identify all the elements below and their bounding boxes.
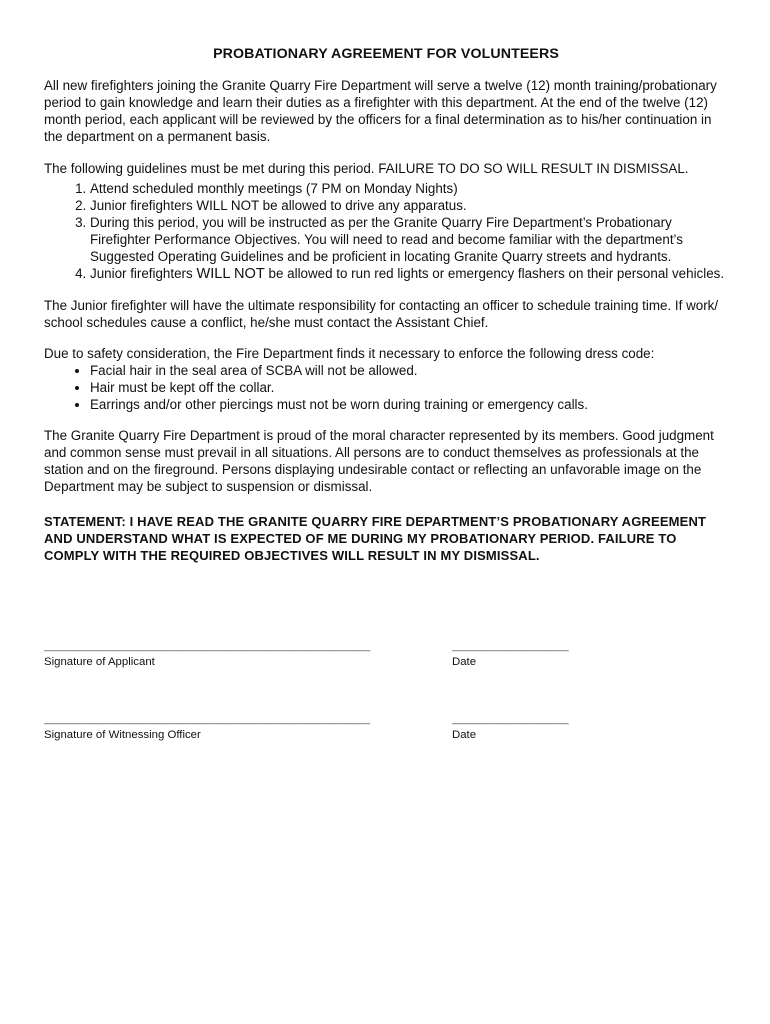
guideline-emphasis: WILL NOT (196, 266, 265, 282)
conduct-paragraph: The Granite Quarry Fire Department is proud of the moral character represented by its members. Good judgment and common sense must prevail in all situations. All persons are to conduct themselves as professionals at the station and on the fireground. Persons displaying undesirable contact or reflecting an unfavorable image on the Department may be subject to suspension or dismissal. (44, 428, 714, 494)
applicant-signature-line[interactable]: ________________________________________________________ (44, 640, 370, 652)
applicant-date-label: Date (452, 656, 477, 668)
dress-code-item: • Earrings and/or other piercings must not be worn during training or emergency calls. (90, 396, 728, 413)
intro-paragraph: All new firefighters joining the Granite Quarry Fire Department will serve a twelve (12) month training/probationary period to gain knowledge and learn their duties as a firefighter with this department. At the end of the twelve (12) month period, each applicant will be reviewed by the officers for a final determination as to his/her continuation in the department on a permanent basis. (44, 78, 717, 144)
responsibility-paragraph: The Junior firefighter will have the ultimate responsibility for contacting an officer to schedule training time. If work/ school schedules cause a conflict, he/she must contact the Assistant Chief. (44, 298, 719, 330)
guideline-item (90, 265, 728, 283)
document-title: PROBATIONARY AGREEMENT FOR VOLUNTEERS (213, 46, 559, 62)
guideline-text: Junior firefighters (90, 266, 197, 281)
witness-signature-line[interactable]: ________________________________________________________ (44, 713, 370, 725)
applicant-signature-label: Signature of Applicant (44, 656, 155, 668)
applicant-date-line[interactable]: ____________________ (452, 640, 569, 652)
dress-code-item: • Hair must be kept off the collar. (90, 379, 728, 396)
dress-code-intro: Due to safety consideration, the Fire Department finds it necessary to enforce the following dress code: (44, 346, 655, 361)
witness-signature-label: Signature of Witnessing Officer (44, 729, 201, 741)
dress-code-list (44, 362, 728, 413)
guideline-item: 2. Junior firefighters WILL NOT be allowed to drive any apparatus. (90, 197, 728, 214)
guidelines-intro: The following guidelines must be met during this period. FAILURE TO DO SO WILL RESULT IN DISMISSAL. (44, 161, 689, 176)
statement-paragraph: STATEMENT: I HAVE READ THE GRANITE QUARRY FIRE DEPARTMENT’S PROBATIONARY AGREEMENT AND UNDERSTAND WHAT IS EXPECTED OF ME DURING MY PROBATIONARY PERIOD. FAILURE TO COMPLY WITH THE REQUIRED OBJECTIVES WILL RESULT IN MY DISMISSAL. (44, 514, 707, 563)
guideline-text: be allowed to run red lights or emergency flashers on their personal vehicles. (264, 266, 725, 281)
document-body (44, 46, 728, 578)
guidelines-list (44, 180, 728, 283)
dress-code-item: • Facial hair in the seal area of SCBA will not be allowed. (90, 362, 728, 379)
witness-date-line[interactable]: ____________________ (452, 713, 569, 725)
guideline-item: 3. During this period, you will be instructed as per the Granite Quarry Fire Department’s Probationary Firefighter Performance Objectives. You will need to read and become familiar with the department’s Suggested Operating Guidelines and be proficient in locating Granite Quarry streets and hydrants. (90, 214, 728, 265)
witness-date-label: Date (452, 729, 477, 741)
guideline-item: 1. Attend scheduled monthly meetings (7 PM on Monday Nights) (90, 180, 728, 197)
